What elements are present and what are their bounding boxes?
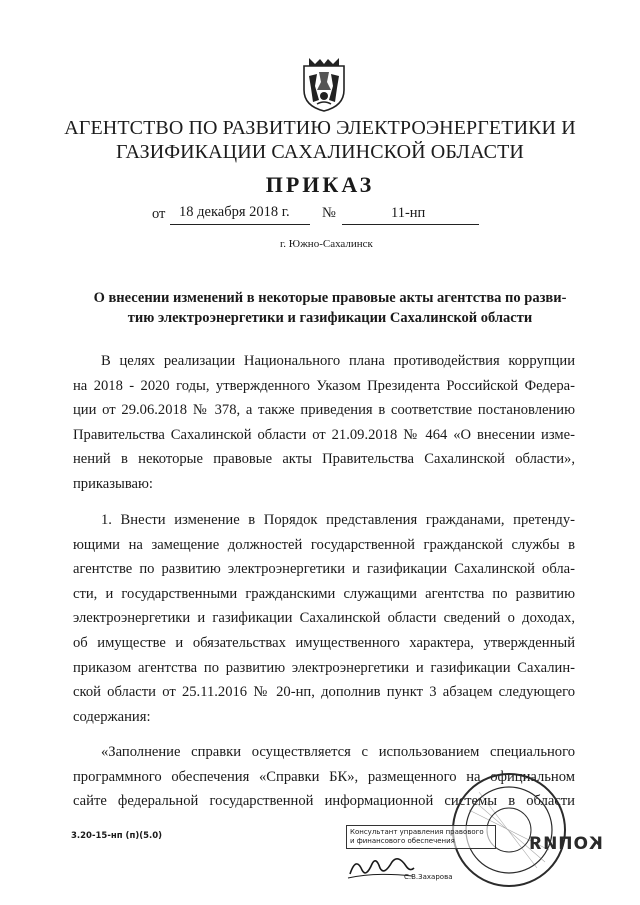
coat-of-arms-emblem (301, 56, 347, 112)
paragraph-preamble (73, 349, 575, 497)
form-code: 3.20-15-нп (п)(5.0) (71, 831, 163, 841)
preamble-line: Правительства Сахалинской области от 21.09.2018 № 464 «О внесении изме- (73, 426, 575, 443)
number-underline (342, 224, 479, 225)
preamble-line: приказываю: (73, 475, 153, 492)
preamble-line: на 2018 - 2020 годы, утвержденного Указом Президента Российской Федера- (73, 377, 575, 394)
signer-name: С.В.Захарова (404, 873, 453, 881)
agency-name-line-1: АГЕНТСТВО ПО РАЗВИТИЮ ЭЛЕКТРОЭНЕРГЕТИКИ И (64, 117, 576, 139)
approval-box (346, 825, 496, 849)
order-date: 18 декабря 2018 г. (179, 204, 290, 220)
mirrored-stamp-text: КОПИЯ (528, 834, 603, 854)
quote-line: «Заполнение справки осуществляется с использованием специального (101, 744, 575, 760)
item-1-line: сти, и государственными гражданскими служащими агентства по развитию (73, 585, 575, 602)
consultant-title-line-1: Консультант управления правового (350, 828, 484, 836)
order-title: ПРИКАЗ (265, 172, 375, 197)
order-number: 11-нп (391, 205, 426, 221)
item-1-line: содержания: (73, 708, 151, 725)
quote-line: сайте федеральной государственной информационной системы в области (73, 793, 575, 810)
preamble-line: В целях реализации Национального плана противодействия коррупции (101, 353, 575, 369)
subject-line-2: тию электроэнергетики и газификации Сахалинской области (127, 310, 533, 326)
quote-line: программного обеспечения «Справки БК», размещенного на официальном (73, 768, 575, 785)
item-1-line: ской области от 25.11.2016 № 20-нп, дополнив пункт 3 абзацем следующего (73, 684, 575, 701)
agency-name-line-2: ГАЗИФИКАЦИИ САХАЛИНСКОЙ ОБЛАСТИ (116, 141, 524, 163)
preamble-line: ции от 29.06.2018 № 378, а также приведения в соответствие постановлению (73, 402, 575, 419)
number-sign: № (322, 205, 336, 221)
item-1-line: 1. Внести изменение в Порядок представления гражданами, претенду- (101, 512, 575, 528)
date-underline (170, 224, 310, 225)
date-prefix: от (152, 206, 166, 222)
paragraph-item-1 (73, 508, 575, 729)
item-1-line: агентстве по развитию электроэнергетики и газификации Сахалинской обла- (73, 561, 575, 578)
preamble-line: нений в некоторые правовые акты Правительства Сахалинской области», (73, 451, 575, 468)
item-1-line: электроэнергетики и газификации Сахалинской области сведений о доходах, (73, 610, 575, 627)
city-name: г. Южно-Сахалинск (280, 238, 373, 250)
subject-line-1: О внесении изменений в некоторые правовые акты агентства по разви- (93, 290, 567, 306)
item-1-line: ющими на замещение должностей государственной гражданской службы в (73, 536, 575, 553)
consultant-title-line-2: и финансового обеспечения (350, 837, 455, 845)
item-1-line: об имуществе и обязательствах имущественного характера, утвержденный (73, 634, 575, 651)
item-1-line: приказом агентства по развитию электроэнергетики и газификации Сахалин- (73, 659, 575, 676)
